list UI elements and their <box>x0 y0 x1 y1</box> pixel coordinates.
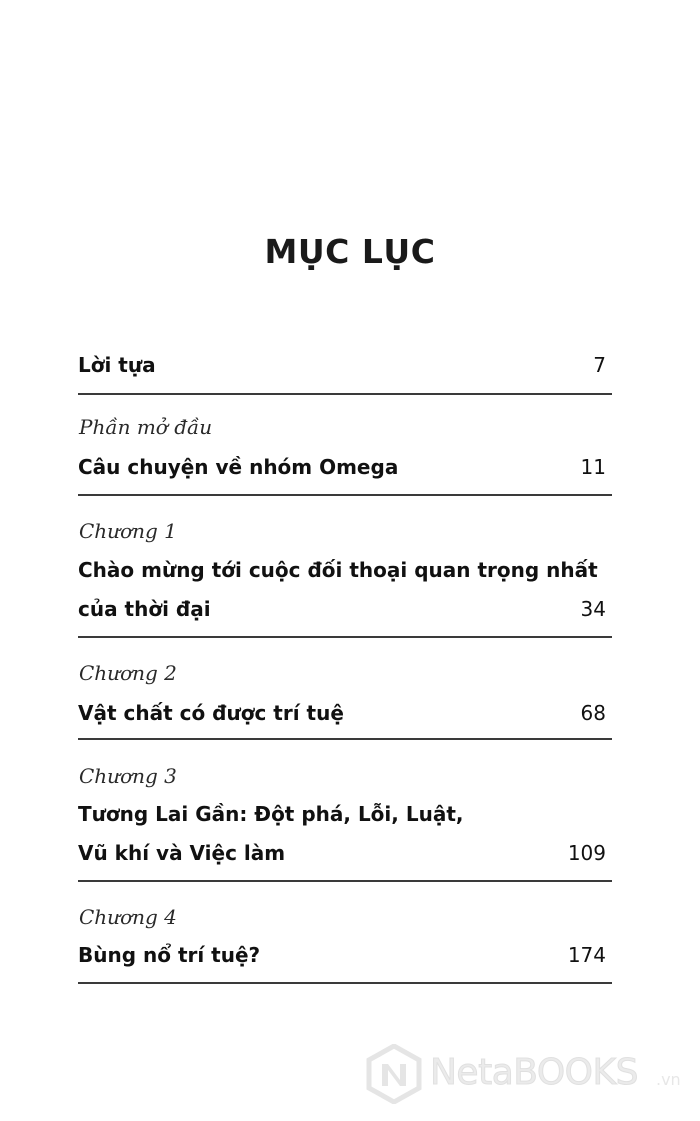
watermark-suffix: .vn <box>656 1070 681 1089</box>
page-number: 34 <box>580 597 606 621</box>
toc-entry[interactable] <box>78 345 612 395</box>
page-number: 109 <box>567 841 606 865</box>
toc-entry[interactable] <box>78 405 612 496</box>
entry-title-continued: Vũ khí và Việc làm <box>78 841 286 865</box>
toc-entry[interactable] <box>78 509 612 638</box>
entry-kicker: Chương 4 <box>79 905 177 929</box>
watermark-brand: NetaBOOKS <box>430 1052 638 1093</box>
entry-kicker: Chương 1 <box>79 519 177 543</box>
entry-title: Lời tựa <box>78 353 156 377</box>
entry-title: Câu chuyện về nhóm Omega <box>78 455 399 479</box>
entry-kicker: Phần mở đầu <box>79 415 213 439</box>
page-title: MỤC LỤC <box>264 232 436 272</box>
entry-title: Tương Lai Gần: Đột phá, Lỗi, Luật, <box>78 802 464 826</box>
toc-entry[interactable] <box>78 651 612 740</box>
page-number: 174 <box>567 943 606 967</box>
entry-kicker: Chương 2 <box>79 661 177 685</box>
entry-title: Bùng nổ trí tuệ? <box>78 943 261 967</box>
entry-kicker: Chương 3 <box>79 764 177 788</box>
netabooks-watermark <box>364 1040 684 1104</box>
entry-title: Chào mừng tới cuộc đối thoại quan trọng nhất <box>78 558 598 582</box>
entry-title-continued: của thời đại <box>78 597 211 621</box>
toc-entry[interactable] <box>78 895 612 984</box>
netabooks-logo-icon <box>364 1044 424 1104</box>
toc-entry[interactable] <box>78 754 612 882</box>
page-number: 11 <box>580 455 606 479</box>
page-number: 68 <box>580 701 606 725</box>
entry-title: Vật chất có được trí tuệ <box>78 701 344 725</box>
page-number: 7 <box>593 353 606 377</box>
